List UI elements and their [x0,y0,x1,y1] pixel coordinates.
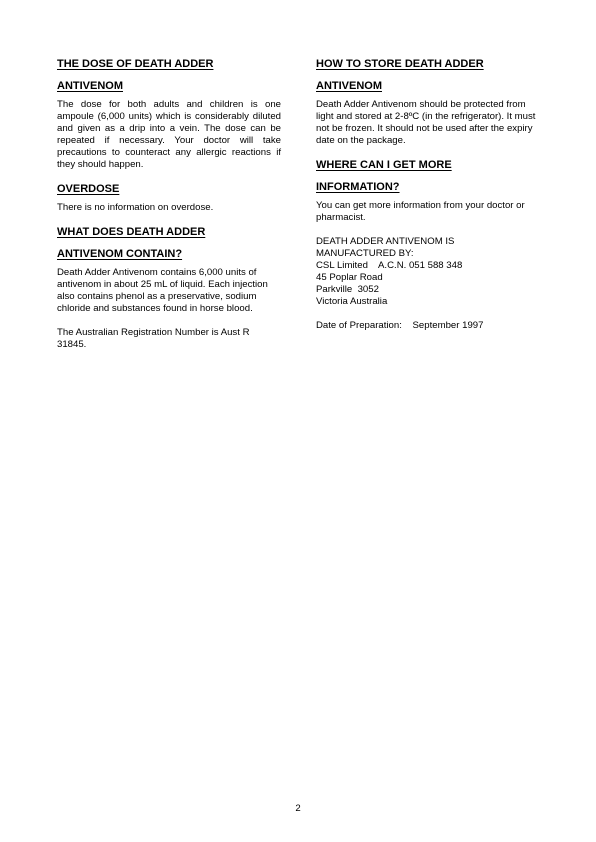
storage-heading-line2: ANTIVENOM [316,80,382,92]
info-heading-line2: INFORMATION? [316,181,400,193]
manufacturer-line: DEATH ADDER ANTIVENOM IS [316,236,455,247]
info-heading-line1: WHERE CAN I GET MORE [316,159,452,171]
dose-heading-line2: ANTIVENOM [57,80,123,92]
manufacturer-line: Victoria Australia [316,296,388,307]
registration-number: The Australian Registration Number is Aust R 31845. [57,327,250,350]
right-column [316,58,538,332]
manufacturer-line: Parkville 3052 [316,284,379,295]
contents-heading-line1: WHAT DOES DEATH ADDER [57,226,206,238]
overdose-body: There is no information on overdose. [57,202,214,213]
contents-body: Death Adder Antivenom contains 6,000 units of antivenom in about 25 mL of liquid. Each injection also contains phenol as a preservative, sodium chloride and substances found in horse blood. [57,267,268,314]
dose-heading-line1: THE DOSE OF DEATH ADDER [57,58,214,70]
storage-heading-line1: HOW TO STORE DEATH ADDER [316,58,484,70]
dose-body: The dose for both adults and children is one ampoule (6,000 units) which is considerably diluted and given as a drip into a vein. The dose can be repeated if necessary. Your doctor will take precautions to counteract any allergic reactions if they should happen. [57,99,281,170]
storage-body: Death Adder Antivenom should be protected from light and stored at 2-8ºC (in the refrigerator). It must not be frozen. It should not be used after the expiry date on the package. [316,99,536,146]
manufacturer-block [316,236,538,308]
manufacturer-line: 45 Poplar Road [316,272,383,283]
contents-heading-line2: ANTIVENOM CONTAIN? [57,248,183,260]
manufacturer-line: MANUFACTURED BY: [316,248,414,259]
left-column [57,58,281,351]
preparation-date: Date of Preparation: September 1997 [316,320,484,331]
page-number: 2 [295,803,301,814]
manufacturer-line: CSL Limited A.C.N. 051 588 348 [316,260,463,271]
overdose-heading: OVERDOSE [57,183,120,195]
info-body: You can get more information from your doctor or pharmacist. [316,200,525,223]
